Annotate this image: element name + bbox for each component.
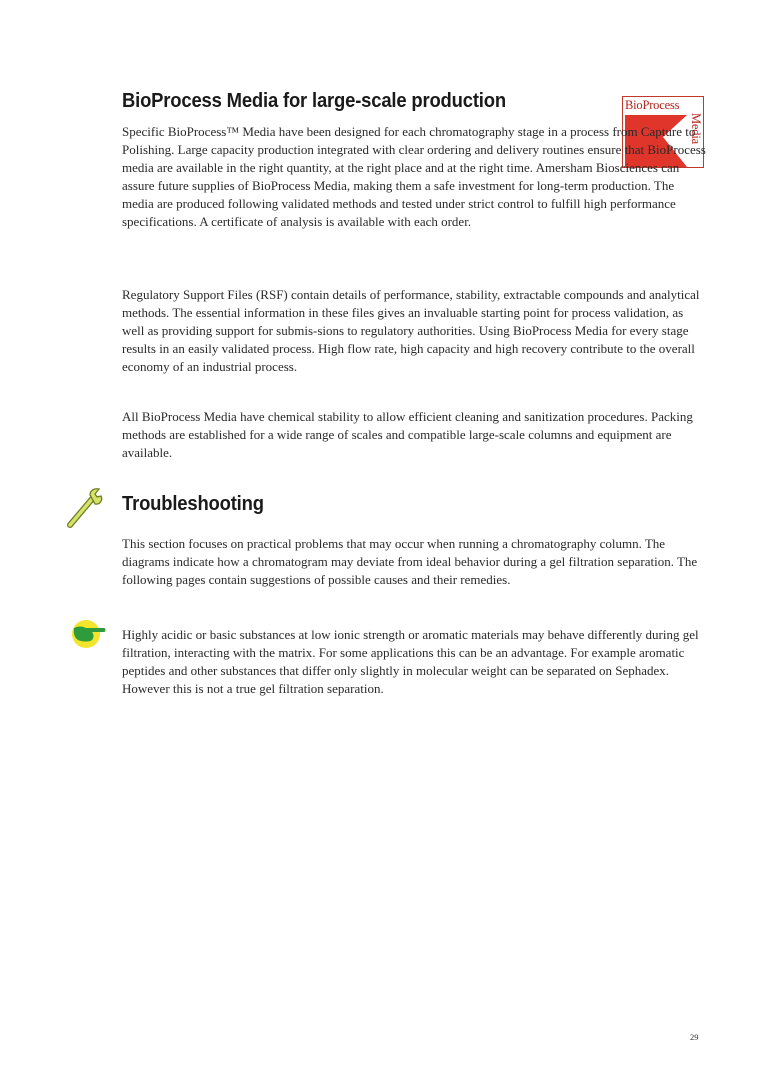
section-heading-troubleshooting: Troubleshooting	[122, 492, 264, 515]
wrench-icon	[66, 487, 106, 529]
paragraph-troubleshooting-intro: This section focuses on practical problems that may occur when running a chromatography column. The diagrams indicate how a chromatogram may deviate from ideal behavior during a gel filtration separation. The following pages contain suggestions of possible causes and their remedies.	[122, 536, 698, 587]
paragraph-chemical-stability: All BioProcess Media have chemical stability to allow efficient cleaning and sanitization procedures. Packing methods are established for a wide range of scales and compatible large-scale columns and equipment are available.	[122, 409, 693, 460]
paragraph-regulatory-support: Regulatory Support Files (RSF) contain details of performance, stability, extractable compounds and analytical methods. The essential information in these files gives an invaluable starting point for process validation, as well as providing support for submis-sions to regulatory authorities. Using BioProcess Media for every stage results in an easily validated process. High flow rate, high capacity and high recovery contribute to the overall economy of an industrial process.	[122, 287, 700, 374]
paragraph-acidic-basic-note: Highly acidic or basic substances at low ionic strength or aromatic materials may behave differently during gel filtration, interacting with the matrix. For some applications this can be an advantage. For example aromatic peptides and other substances that differ only slightly in molecular weight can be separated on Sephadex. However this is not a true gel filtration separation.	[122, 627, 699, 696]
pointing-hand-icon	[70, 616, 108, 650]
logo-text-side: Media	[689, 113, 703, 144]
paragraph-bioprocess-intro: Specific BioProcess™ Media have been designed for each chromatography stage in a process from Capture to Polishing. Large capacity production integrated with clear ordering and delivery routines ensure that BioProcess media are available in the right quantity, at the right place and at the right time. Amersham Biosciences can assure future supplies of BioProcess Media, making them a safe investment for long-term production. The media are produced following validated methods and tested under strict control to fulfill high performance specifications. A certificate of analysis is available with each order.	[122, 124, 706, 229]
section-heading-bioprocess: BioProcess Media for large-scale production	[122, 89, 506, 112]
page-number: 29	[690, 1032, 699, 1042]
logo-text-top: BioProcess	[625, 98, 680, 112]
